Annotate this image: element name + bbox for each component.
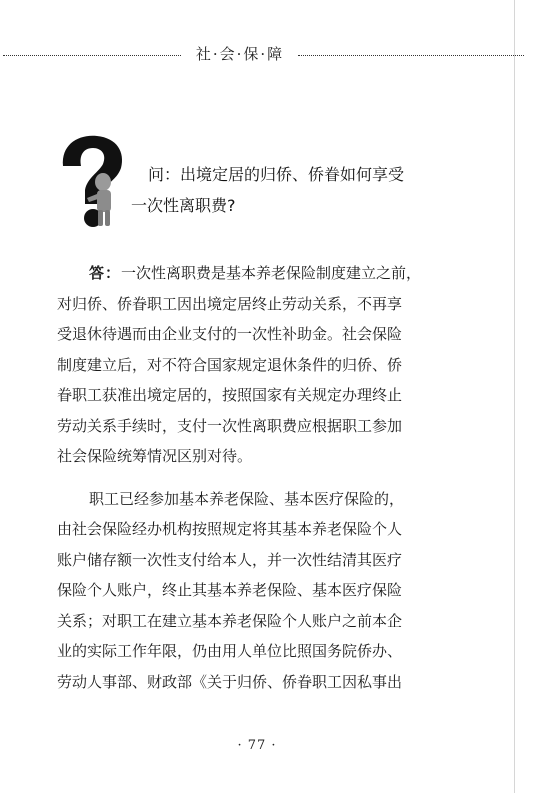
answer-line: 关系；对职工在建立基本养老保险个人账户之前本企 xyxy=(57,611,403,630)
question-line-1: 问：出境定居的归侨、侨眷如何享受 xyxy=(148,165,405,184)
answer-line: 保险个人账户，终止其基本养老保险、基本医疗保险 xyxy=(57,581,403,599)
page-number: · 77 · xyxy=(237,738,277,753)
question-mark-figure-icon xyxy=(57,132,132,232)
answer-line: 制度建立后，对不符合国家规定退休条件的归侨、侨 xyxy=(57,355,403,374)
answer-line: 劳动人事部、财政部《关于归侨、侨眷职工因私事出 xyxy=(57,672,403,691)
answer-text: 一次性离职费是基本养老保险制度建立之前， xyxy=(121,264,422,282)
answer-line: 社会保险统筹情况区别对待。 xyxy=(57,447,253,465)
answer-line: 对归侨、侨眷职工因出境定居终止劳动关系，不再享 xyxy=(57,294,403,313)
header-dotted-rule-right xyxy=(298,55,524,56)
answer-body xyxy=(57,258,449,697)
answer-line: 账户储存额一次性支付给本人，并一次性结清其医疗 xyxy=(57,550,403,569)
answer-line: 劳动关系手续时，支付一次性离职费应根据职工参加 xyxy=(57,416,403,435)
answer-line xyxy=(57,258,449,289)
header-dotted-rule-left xyxy=(3,55,181,56)
answer-line: 业的实际工作年限，仍由用人单位比照国务院侨办、 xyxy=(57,642,403,660)
question-line-2: 一次性离职费? xyxy=(131,196,236,215)
answer-line: 由社会保险经办机构按照规定将其基本养老保险个人 xyxy=(57,520,403,538)
answer-line: 职工已经参加基本养老保险、基本医疗保险的， xyxy=(89,489,405,508)
answer-line: 受退休待遇而由企业支付的一次性补助金。社会保险 xyxy=(57,325,403,343)
answer-line: 眷职工获准出境定居的，按照国家有关规定办理终止 xyxy=(57,386,403,404)
header-title: 社·会·保·障 xyxy=(195,45,285,63)
running-header xyxy=(0,43,558,67)
page-edge-line xyxy=(514,0,515,793)
answer-label: 答： xyxy=(89,264,122,282)
